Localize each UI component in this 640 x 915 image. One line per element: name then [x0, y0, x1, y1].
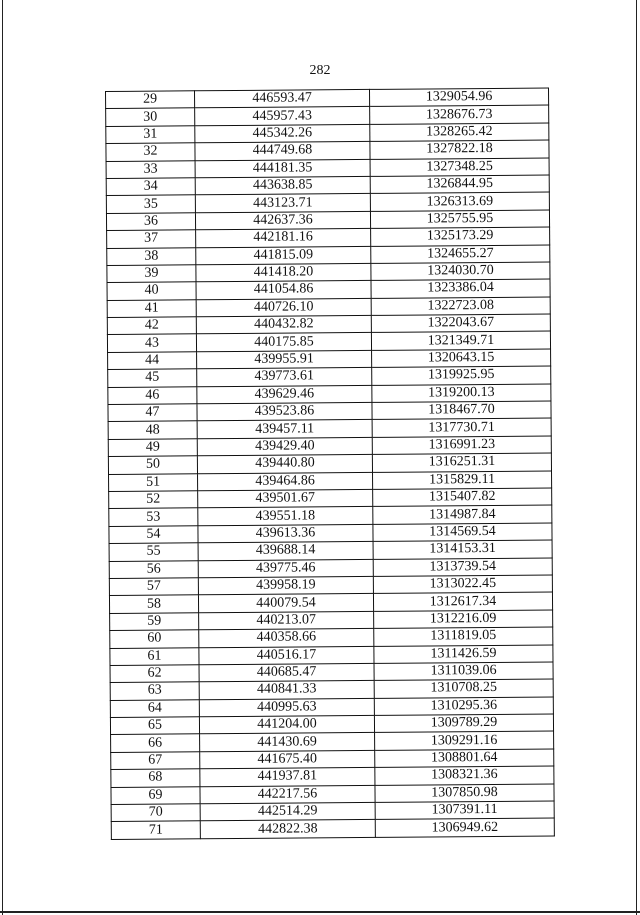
- point-number-cell: 60: [110, 630, 199, 648]
- x-coordinate-cell: 440358.66: [199, 629, 374, 648]
- point-number-cell: 41: [107, 299, 196, 317]
- point-number-cell: 52: [109, 491, 198, 509]
- table-row: [111, 818, 554, 839]
- y-coordinate-cell: 1318467.70: [372, 401, 551, 420]
- x-coordinate-cell: 445957.43: [195, 107, 370, 126]
- point-number-cell: 61: [110, 647, 199, 665]
- x-coordinate-cell: 439955.91: [197, 350, 372, 369]
- y-coordinate-cell: 1310708.25: [374, 679, 553, 698]
- x-coordinate-cell: 444749.68: [195, 142, 370, 161]
- page-edge-right: [636, 0, 637, 915]
- point-number-cell: 68: [111, 769, 200, 787]
- x-coordinate-cell: 439688.14: [198, 542, 373, 561]
- x-coordinate-cell: 441430.69: [200, 733, 375, 752]
- y-coordinate-cell: 1327822.18: [370, 140, 549, 159]
- y-coordinate-cell: 1315407.82: [373, 488, 552, 507]
- x-coordinate-cell: 440432.82: [196, 315, 371, 334]
- point-number-cell: 59: [110, 612, 199, 630]
- x-coordinate-cell: 441204.00: [199, 715, 374, 734]
- point-number-cell: 38: [107, 247, 196, 265]
- x-coordinate-cell: 439551.18: [198, 507, 373, 526]
- x-coordinate-cell: 440079.54: [198, 594, 373, 613]
- x-coordinate-cell: 444181.35: [195, 159, 370, 178]
- point-number-cell: 64: [110, 699, 199, 717]
- point-number-cell: 40: [107, 282, 196, 300]
- point-number-cell: 57: [109, 578, 198, 596]
- x-coordinate-cell: 440726.10: [196, 298, 371, 317]
- y-coordinate-cell: 1325173.29: [371, 227, 550, 246]
- x-coordinate-cell: 439501.67: [198, 489, 373, 508]
- y-coordinate-cell: 1314153.31: [373, 540, 552, 559]
- x-coordinate-cell: 445342.26: [195, 124, 370, 143]
- x-coordinate-cell: 442637.36: [195, 211, 370, 230]
- x-coordinate-cell: 439613.36: [198, 524, 373, 543]
- point-number-cell: 37: [107, 230, 196, 248]
- x-coordinate-cell: 439464.86: [198, 472, 373, 491]
- point-number-cell: 53: [109, 508, 198, 526]
- x-coordinate-cell: 442822.38: [200, 820, 375, 839]
- x-coordinate-cell: 441418.20: [196, 263, 371, 282]
- y-coordinate-cell: 1307850.98: [375, 784, 554, 803]
- point-number-cell: 30: [106, 108, 195, 126]
- page-edge-bottom: [0, 911, 640, 913]
- x-coordinate-cell: 442217.56: [200, 785, 375, 804]
- y-coordinate-cell: 1314987.84: [373, 505, 552, 524]
- y-coordinate-cell: 1324655.27: [371, 245, 550, 264]
- point-number-cell: 62: [110, 665, 199, 683]
- y-coordinate-cell: 1325755.95: [370, 210, 549, 229]
- y-coordinate-cell: 1323386.04: [371, 279, 550, 298]
- y-coordinate-cell: 1310295.36: [374, 697, 553, 716]
- point-number-cell: 69: [111, 786, 200, 804]
- x-coordinate-cell: 442181.16: [196, 229, 371, 248]
- y-coordinate-cell: 1307391.11: [375, 801, 554, 820]
- x-coordinate-cell: 439773.61: [197, 368, 372, 387]
- y-coordinate-cell: 1308801.64: [375, 749, 554, 768]
- point-number-cell: 35: [106, 195, 195, 213]
- point-number-cell: 42: [107, 317, 196, 335]
- y-coordinate-cell: 1311819.05: [374, 627, 553, 646]
- x-coordinate-cell: 442514.29: [200, 802, 375, 821]
- y-coordinate-cell: 1311426.59: [374, 644, 553, 663]
- y-coordinate-cell: 1319200.13: [372, 384, 551, 403]
- x-coordinate-cell: 440995.63: [199, 698, 374, 717]
- point-number-cell: 51: [109, 473, 198, 491]
- coordinate-table-wrapper: [105, 88, 555, 840]
- y-coordinate-cell: 1308321.36: [375, 766, 554, 785]
- point-number-cell: 36: [106, 213, 195, 231]
- x-coordinate-cell: 440175.85: [196, 333, 371, 352]
- point-number-cell: 39: [107, 265, 196, 283]
- y-coordinate-cell: 1312216.09: [374, 610, 553, 629]
- y-coordinate-cell: 1312617.34: [373, 592, 552, 611]
- x-coordinate-cell: 443123.71: [195, 194, 370, 213]
- y-coordinate-cell: 1316251.31: [372, 453, 551, 472]
- x-coordinate-cell: 439958.19: [198, 576, 373, 595]
- y-coordinate-cell: 1311039.06: [374, 662, 553, 681]
- y-coordinate-cell: 1317730.71: [372, 418, 551, 437]
- x-coordinate-cell: 440841.33: [199, 681, 374, 700]
- point-number-cell: 31: [106, 126, 195, 144]
- page-edge-left: [2, 0, 3, 915]
- y-coordinate-cell: 1328676.73: [370, 105, 549, 124]
- point-number-cell: 46: [108, 386, 197, 404]
- point-number-cell: 29: [106, 91, 195, 109]
- x-coordinate-cell: 441054.86: [196, 281, 371, 300]
- y-coordinate-cell: 1319925.95: [372, 366, 551, 385]
- point-number-cell: 47: [108, 404, 197, 422]
- x-coordinate-cell: 439457.11: [197, 420, 372, 439]
- y-coordinate-cell: 1322043.67: [371, 314, 550, 333]
- x-coordinate-cell: 440213.07: [199, 611, 374, 630]
- x-coordinate-cell: 439523.86: [197, 402, 372, 421]
- point-number-cell: 71: [111, 821, 200, 839]
- point-number-cell: 44: [108, 352, 197, 370]
- point-number-cell: 32: [106, 143, 195, 161]
- point-number-cell: 48: [108, 421, 197, 439]
- y-coordinate-cell: 1316991.23: [372, 436, 551, 455]
- y-coordinate-cell: 1320643.15: [372, 349, 551, 368]
- point-number-cell: 34: [106, 178, 195, 196]
- point-number-cell: 55: [109, 543, 198, 561]
- coordinate-table-body: [106, 88, 555, 839]
- y-coordinate-cell: 1326313.69: [370, 192, 549, 211]
- x-coordinate-cell: 443638.85: [195, 176, 370, 195]
- y-coordinate-cell: 1326844.95: [370, 175, 549, 194]
- point-number-cell: 67: [111, 752, 200, 770]
- point-number-cell: 56: [109, 560, 198, 578]
- point-number-cell: 70: [111, 804, 200, 822]
- point-number-cell: 33: [106, 160, 195, 178]
- y-coordinate-cell: 1328265.42: [370, 123, 549, 142]
- y-coordinate-cell: 1329054.96: [369, 88, 548, 107]
- coordinate-table: [105, 88, 555, 840]
- x-coordinate-cell: 440685.47: [199, 663, 374, 682]
- y-coordinate-cell: 1315829.11: [373, 471, 552, 490]
- y-coordinate-cell: 1322723.08: [371, 297, 550, 316]
- x-coordinate-cell: 439775.46: [198, 559, 373, 578]
- point-number-cell: 43: [107, 334, 196, 352]
- x-coordinate-cell: 440516.17: [199, 646, 374, 665]
- point-number-cell: 63: [110, 682, 199, 700]
- x-coordinate-cell: 441675.40: [200, 750, 375, 769]
- y-coordinate-cell: 1324030.70: [371, 262, 550, 281]
- y-coordinate-cell: 1313022.45: [373, 575, 552, 594]
- y-coordinate-cell: 1321349.71: [371, 331, 550, 350]
- y-coordinate-cell: 1306949.62: [375, 818, 554, 837]
- x-coordinate-cell: 439629.46: [197, 385, 372, 404]
- y-coordinate-cell: 1313739.54: [373, 558, 552, 577]
- y-coordinate-cell: 1314569.54: [373, 523, 552, 542]
- y-coordinate-cell: 1327348.25: [370, 158, 549, 177]
- point-number-cell: 45: [108, 369, 197, 387]
- x-coordinate-cell: 441937.81: [200, 768, 375, 787]
- point-number-cell: 58: [109, 595, 198, 613]
- point-number-cell: 66: [111, 734, 200, 752]
- y-coordinate-cell: 1309291.16: [375, 731, 554, 750]
- point-number-cell: 49: [108, 439, 197, 457]
- point-number-cell: 54: [109, 526, 198, 544]
- x-coordinate-cell: 446593.47: [195, 89, 370, 108]
- x-coordinate-cell: 439440.80: [197, 455, 372, 474]
- y-coordinate-cell: 1309789.29: [374, 714, 553, 733]
- x-coordinate-cell: 439429.40: [197, 437, 372, 456]
- page-number: 282: [309, 63, 331, 78]
- point-number-cell: 65: [110, 717, 199, 735]
- point-number-cell: 50: [108, 456, 197, 474]
- x-coordinate-cell: 441815.09: [196, 246, 371, 265]
